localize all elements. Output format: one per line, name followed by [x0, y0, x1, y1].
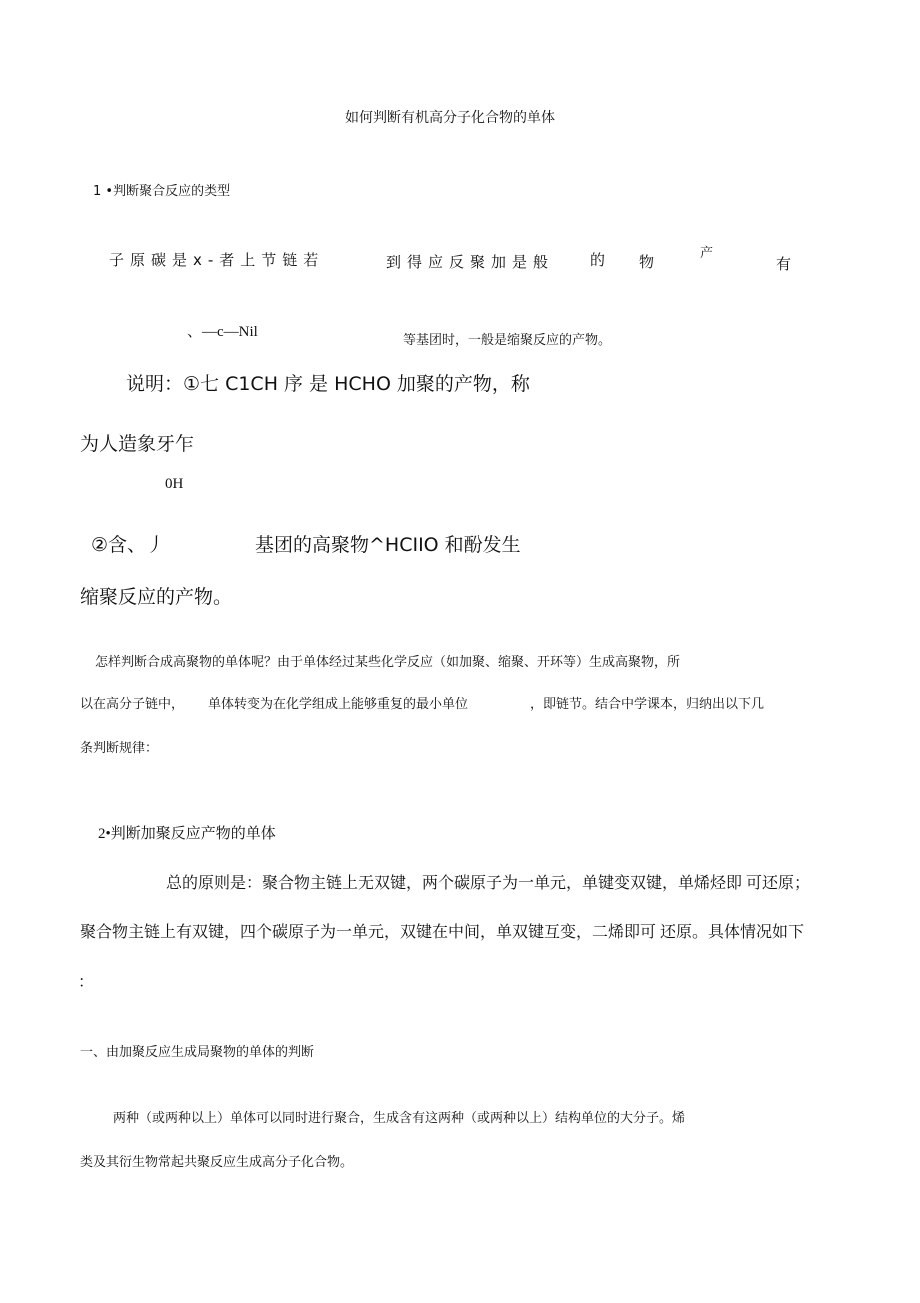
- section3-paragraph-line1: 两种（或两种以上）单体可以同时进行聚合，生成含有这两种（或两种以上）结构单位的大分子。烯: [113, 1111, 686, 1126]
- section1-paragraph-line2c: ，即链节。结合中学课本，归纳出以下几: [530, 697, 765, 712]
- note1-line2: 为人造象牙乍: [80, 433, 195, 455]
- document-title: 如何判断有机高分子化合物的单体: [345, 110, 555, 126]
- oh-label: 0H: [165, 476, 184, 492]
- principle-line2: 聚合物主链上有双键，四个碳原子为一单元，双键在中间，单双键互变，二烯即可 还原。具体情况如下: [80, 924, 805, 941]
- principle-line1: 总的原则是：聚合物主链上无双键，两个碳原子为一单元，单键变双键，单烯烃即 可还原；: [166, 875, 811, 892]
- garbled-text-part6: 有: [776, 255, 792, 273]
- section2-heading: 2•判断加聚反应产物的单体: [98, 826, 276, 842]
- garbled-text-part3: 的: [590, 251, 606, 269]
- garbled-text-part2: 到得应反聚加是般: [386, 253, 555, 271]
- section1-paragraph-line3: 条判断规律：: [80, 741, 159, 756]
- garbled-text-part1: 子原碳是ⅹ-者上节链若: [109, 251, 325, 269]
- section1-paragraph-line1: 怎样判断合成高聚物的单体呢？由于单体经过某些化学反应（如加聚、缩聚、开环等）生成高聚物，所: [95, 655, 681, 670]
- condensation-note: 等基团时，一般是缩聚反应的产物。: [403, 333, 612, 348]
- note2-line2: 缩聚反应的产物。: [80, 586, 233, 608]
- garbled-text-part5: 产: [700, 246, 714, 261]
- formula-fragment: 、—c—Nil: [187, 324, 258, 340]
- garbled-text-part4: 物: [639, 253, 655, 271]
- section3-paragraph-line2: 类及其衍生物常起共聚反应生成高分子化合物。: [80, 1155, 354, 1170]
- section1-paragraph-line2b: 单体转变为在化学组成上能够重复的最小单位: [208, 697, 469, 712]
- note2-part1: ②含、丿: [91, 534, 166, 556]
- section1-paragraph-line2a: 以在高分子链中，: [80, 697, 185, 712]
- note2-part2: 基团的高聚物^HCIIO 和酚发生: [255, 534, 521, 556]
- principle-line3: ：: [78, 974, 95, 991]
- section1-heading: 1 •判断聚合反应的类型: [93, 184, 231, 199]
- section3-heading: 一、由加聚反应生成局聚物的单体的判断: [80, 1045, 315, 1060]
- note1-line1: 说明：①七 C1CH 序 是 HCHO 加聚的产物，称: [126, 373, 530, 395]
